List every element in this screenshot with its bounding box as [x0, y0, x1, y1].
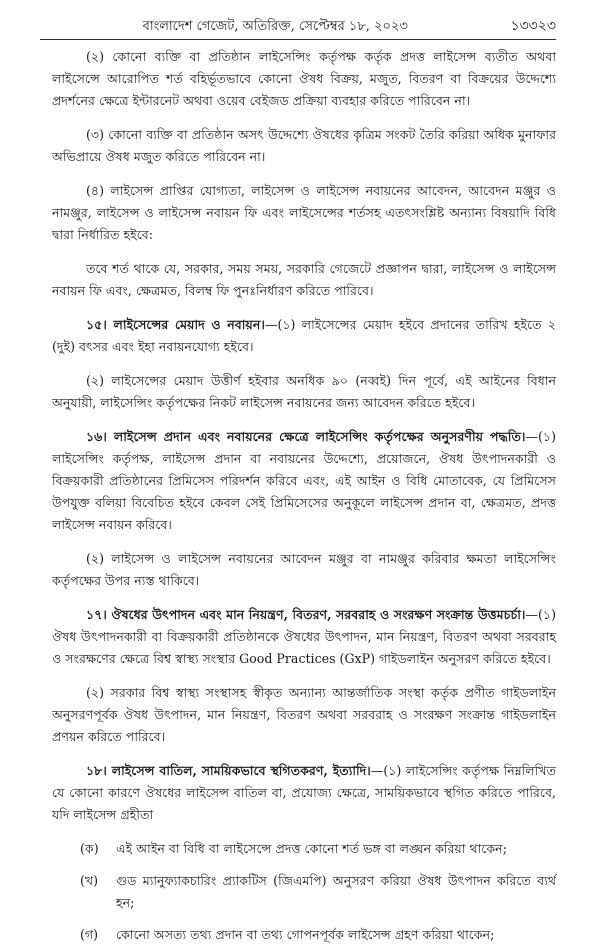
- paragraph: (২) লাইসেন্সের মেয়াদ উত্তীর্ণ হইবার অনধিক ৯০ (নব্বই) দিন পূর্বে, এই আইনের বিধান অনুযায়ী, লাইসেন্সিং কর্তৃপক্ষের নিকট লাইসেন্স নবায়নের জন্য আবেদন করিতে হইবে।: [52, 373, 556, 410]
- paragraph: (২) লাইসেন্স ও লাইসেন্স নবায়নের আবেদন মঞ্জুর বা নামঞ্জুর করিবার ক্ষমতা লাইসেন্সিং কর্তৃপক্ষের উপর ন্যস্ত থাকিবে।: [52, 551, 556, 588]
- page-number: ১৩৩২৩: [510, 18, 556, 34]
- paragraph: (২) কোনো ব্যক্তি বা প্রতিষ্ঠান লাইসেন্সিং কর্তৃপক্ষ কর্তৃক প্রদত্ত লাইসেন্স ব্যতীত অথবা লাইসেন্সে আরোপিত শর্ত বহির্ভূতভাবে কোনো ঔষধ বিক্রয়, মজুত, বিতরণ বা বিক্রয়ের উদ্দেশ্যে প্রদর্শনের ক্ষেত্রে ইন্টারনেট অথবা ওয়েব বেইজড প্রক্রিয়া ব্যবহার করিতে পারিবেন না।: [52, 49, 556, 108]
- list-item: [80, 870, 556, 914]
- paragraph: (৪) লাইসেন্স প্রাপ্তির যোগ্যতা, লাইসেন্স ও লাইসেন্স নবায়নের আবেদন, আবেদন মঞ্জুর ও নামঞ্জুর, লাইসেন্স ও লাইসেন্স নবায়ন ফি এবং লাইসেন্সের শর্তসহ এতৎসংশ্লিষ্ট অন্যান্য বিষয়াদি বিধি দ্বারা নির্ধারিত হইবে:: [52, 183, 556, 242]
- list-text: কোনো অসত্য তথ্য প্রদান বা তথ্য গোপনপূর্বক লাইসেন্স গ্রহণ করিয়া থাকেন;: [116, 927, 495, 942]
- list-marker: (খ): [80, 873, 99, 888]
- list-item: [80, 838, 556, 860]
- section-heading: ১৬। লাইসেন্স প্রদান এবং নবায়নের ক্ষেত্রে লাইসেন্সিং কর্তৃপক্ষের অনুসরণীয় পদ্ধতি।: [86, 429, 526, 444]
- section-17: ১৭। ঔষধের উৎপাদন এবং মান নিয়ন্ত্রণ, বিতরণ, সরবরাহ ও সংরক্ষণ সংক্রান্ত উত্তমচর্চা।—(১) ঔষধ উৎপাদনকারী বা বিক্রয়কারী প্রতিষ্ঠানকে ঔষধের উৎপাদন, মান নিয়ন্ত্রণ, বিতরণ অথবা সরবরাহ ও সংরক্ষণের ক্ষেত্রে বিশ্ব স্বাস্থ্য সংস্থার Good Practices (GxP) গাইডলাইন অনুসরণ করিতে হইবে।: [52, 607, 556, 666]
- gazette-title: বাংলাদেশ গেজেট, অতিরিক্ত, সেপ্টেম্বর ১৮, ২০২৩: [142, 19, 408, 34]
- section-18: ১৮। লাইসেন্স বাতিল, সাময়িকভাবে স্থগিতকরণ, ইত্যাদি।—(১) লাইসেন্সিং কর্তৃপক্ষ নিম্নলিখিত যে কোনো কারণে ঔষধের লাইসেন্স বাতিল বা, প্রযোজ্য ক্ষেত্রে, সাময়িকভাবে স্থগিত করিতে পারিবে, যদি লাইসেন্স গ্রহীতা: [52, 763, 557, 822]
- document-body: [52, 40, 556, 946]
- list-text: এই আইন বা বিধি বা লাইসেন্সে প্রদত্ত কোনো শর্ত ভঙ্গ বা লঙ্ঘন করিয়া থাকেন;: [116, 841, 507, 856]
- list-marker: (গ): [80, 927, 99, 942]
- paragraph: (২) সরকার বিশ্ব স্বাস্থ্য সংস্থাসহ স্বীকৃত অন্যান্য আন্তর্জাতিক সংস্থা কর্তৃক প্রণীত গাইডলাইন অনুসরণপূর্বক ঔষধ উৎপাদন, মান নিয়ন্ত্রণ, বিতরণ অথবা সরবরাহ ও সংরক্ষণ সংক্রান্ত গাইডলাইন প্রণয়ন করিতে পারিবে।: [52, 685, 556, 744]
- section-15: ১৫। লাইসেন্সের মেয়াদ ও নবায়ন।—(১) লাইসেন্সের মেয়াদ হইবে প্রদানের তারিখ হইতে ২ (দুই) বৎসর এবং ইহা নবায়নযোগ্য হইবে।: [52, 317, 556, 354]
- section-16: ১৬। লাইসেন্স প্রদান এবং নবায়নের ক্ষেত্রে লাইসেন্সিং কর্তৃপক্ষের অনুসরণীয় পদ্ধতি।—(১) লাইসেন্সিং কর্তৃপক্ষ, লাইসেন্স প্রদান বা নবায়নের উদ্দেশ্যে, প্রয়োজনে, ঔষধ উৎপাদনকারী ও বিক্রয়কারী প্রতিষ্ঠানের প্রিমিসেস পরিদর্শন করিবে এবং, এই আইন ও বিধি মোতাবেক, যে প্রিমিসেস উপযুক্ত বলিয়া বিবেচিত হইবে কেবল সেই প্রিমিসেসের অনুকূলে লাইসেন্স প্রদান বা, ক্ষেত্রমত, প্রদত্ত লাইসেন্স নবায়ন করিবে।: [52, 429, 556, 532]
- section-heading: ১৭। ঔষধের উৎপাদন এবং মান নিয়ন্ত্রণ, বিতরণ, সরবরাহ ও সংরক্ষণ সংক্রান্ত উত্তমচর্চা।: [86, 607, 526, 622]
- proviso-paragraph: তবে শর্ত থাকে যে, সরকার, সময় সময়, সরকারি গেজেটে প্রজ্ঞাপন দ্বারা, লাইসেন্স ও লাইসেন্স নবায়ন ফি এবং, ক্ষেত্রমত, বিলম্ব ফি পুনঃনির্ধারণ করিতে পারিবে।: [52, 261, 556, 298]
- section-heading: ১৫। লাইসেন্সের মেয়াদ ও নবায়ন।: [86, 317, 265, 332]
- paragraph: (৩) কোনো ব্যক্তি বা প্রতিষ্ঠান অসৎ উদ্দেশ্যে ঔষধের কৃত্রিম সংকট তৈরি করিয়া অধিক মুনাফার অভিপ্রায়ে ঔষধ মজুত করিতে পারিবেন না।: [52, 127, 556, 164]
- page-header: [40, 0, 556, 40]
- section-heading: ১৮। লাইসেন্স বাতিল, সাময়িকভাবে স্থগিতকরণ, ইত্যাদি।: [86, 763, 371, 778]
- list-item: [80, 924, 556, 946]
- list-marker: (ক): [80, 841, 99, 856]
- list-text: গুড ম্যানুফ্যাকচারিং প্র্যাকটিস (জিএমপি) অনুসরণ করিয়া ঔষধ উৎপাদন করিতে ব্যর্থ হন;: [116, 873, 556, 910]
